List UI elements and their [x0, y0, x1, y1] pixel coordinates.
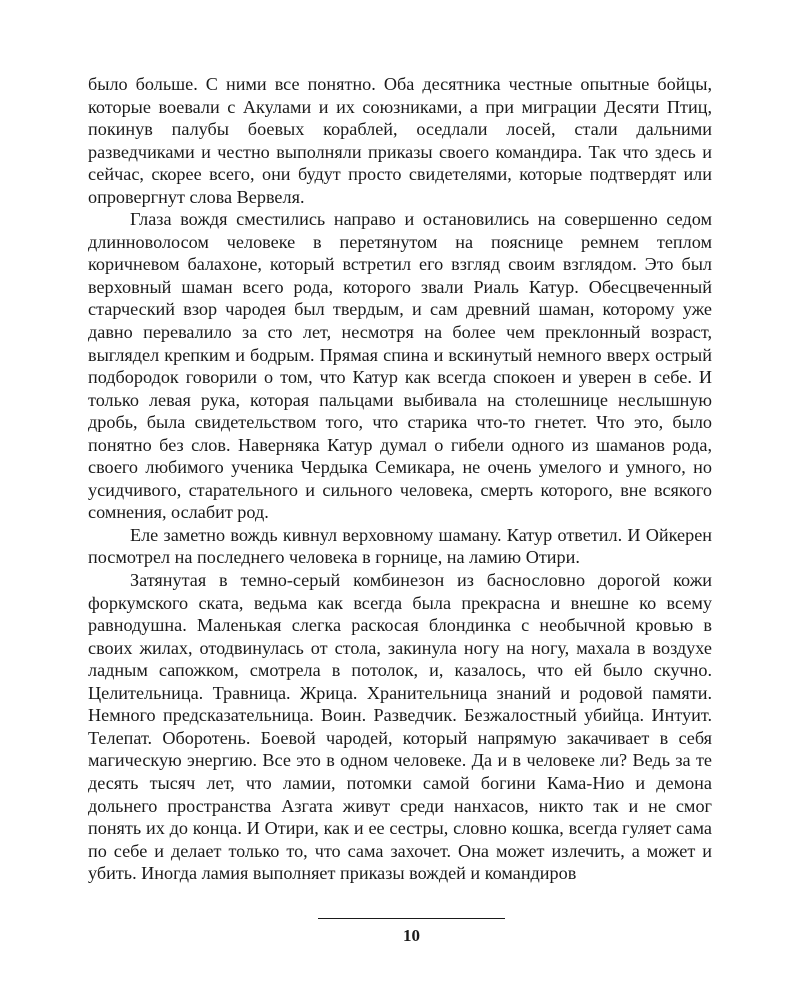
paragraph-4: Затянутая в темно-серый комбинезон из баснословно дорогой кожи форкумского ската, ведьма как всегда была прекрасна и внешне ко всему равнодушна. Маленькая слегка раскосая блондинка с необычной кровью в своих жилах, отодвинулась от стола, закинула ногу на ногу, махала в воздухе ладным сапожком, смотрела в потолок, и, казалось, что ей было скучно. Целительница. Травница. Жрица. Хранительница знаний и родовой памяти. Немного предсказательница. Воин. Разведчик. Безжалостный убийца. Интуит. Телепат. Оборотень. Боевой чародей, который напрямую закачивает в себя магическую энергию. Все это в одном человеке. Да и в человеке ли? Ведь за те десять тысяч лет, что ламии, потомки самой богини Кама-Нио и демона дольнего пространства Азгата живут среди нанхасов, никто так и не смог понять их до конца. И Отири, как и ее сестры, словно кошка, всегда гуляет сама по себе и делает только то, что сама захочет. Она может излечить, а может и убить. Иногда ламия выполняет приказы вождей и командиров [88, 570, 712, 884]
paragraph-3: Еле заметно вождь кивнул верховному шаману. Катур ответил. И Ойкерен посмотрел на последнего человека в горнице, на ламию Отири. [88, 524, 712, 568]
page-number: 10 [403, 926, 420, 945]
paragraph-1: было больше. С ними все понятно. Оба десятника честные опытные бойцы, которые воевали с Акулами и их союзниками, а при миграции Десяти Птиц, покинув палубы боевых кораблей, оседлали лосей, стали дальними разведчиками и честно выполняли приказы своего командира. Так что здесь и сейчас, скорее всего, они будут просто свидетелями, которые подтвердят или опровергнут слова Вервеля. [88, 74, 712, 207]
footer-divider [318, 918, 505, 919]
page-body [88, 73, 712, 885]
paragraph-2: Глаза вождя сместились направо и остановились на совершенно седом длинноволосом человеке в перетянутом на пояснице ремнем теплом коричневом балахоне, который встретил его взгляд своим взглядом. Это был верховный шаман всего рода, которого звали Риаль Катур. Обесцвеченный старческий взор чародея был твердым, и сам древний шаман, которому уже давно перевалило за сто лет, несмотря на более чем преклонный возраст, выглядел крепким и бодрым. Прямая спина и вскинутый немного вверх острый подбородок говорили о том, что Катур как всегда спокоен и уверен в себе. И только левая рука, которая пальцами выбивала на столешнице неслышную дробь, была свидетельством того, что старика что-то гнетет. Что это, было понятно без слов. Наверняка Катур думал о гибели одного из шаманов рода, своего любимого ученика Чердыка Семикара, не очень умелого и умного, но усидчивого, старательного и сильного человека, смерть которого, вне всякого сомнения, ослабит род. [88, 209, 712, 523]
